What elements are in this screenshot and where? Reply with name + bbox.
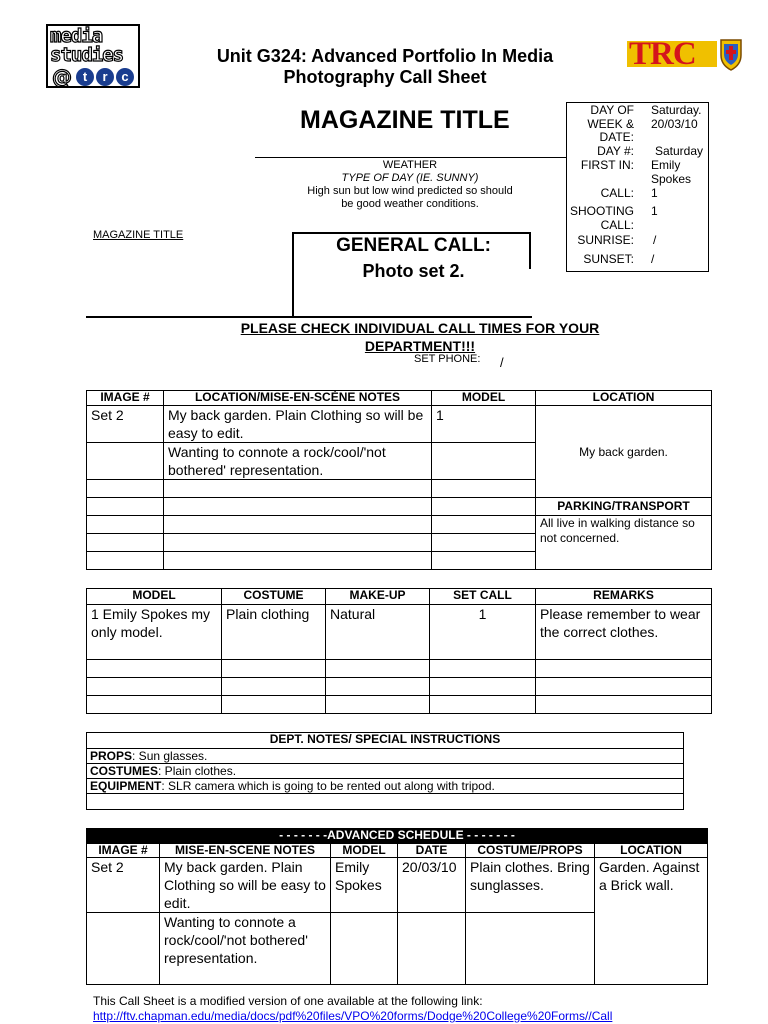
crest-icon: [719, 37, 743, 71]
table-header: COSTUME: [222, 589, 326, 605]
table-cell: [326, 660, 430, 678]
please-check-notice: [190, 319, 650, 355]
table-cell: [432, 516, 536, 534]
first-in-label: FIRST IN:: [580, 158, 634, 172]
table-cell: [326, 696, 430, 714]
model-cell: 1: [432, 406, 536, 443]
weather-block: [290, 159, 530, 211]
notes-cell: My back garden. Plain Clothing so will be easy to edit.: [164, 406, 432, 443]
date-cell: 20/03/10: [398, 858, 466, 913]
table-cell: [432, 534, 536, 552]
shooting-call-value: 1: [651, 204, 658, 218]
table-cell: [164, 498, 432, 516]
table-cell: [430, 696, 536, 714]
table-cell: [87, 498, 164, 516]
day-of-week-value1: Saturday.: [651, 103, 702, 117]
costumes-value: : Plain clothes.: [158, 764, 237, 778]
table-header: IMAGE #: [87, 391, 164, 406]
table-cell: [87, 913, 160, 985]
table-cell: [222, 696, 326, 714]
trc-logo-text: TRC: [629, 36, 696, 72]
day-num-label: DAY #:: [597, 144, 634, 158]
day-of-week-label3: DATE:: [599, 130, 634, 144]
equipment-value: : SLR camera which is going to be rented out along with tripod.: [161, 779, 495, 793]
table-cell: [536, 678, 712, 696]
props-label: PROPS: [90, 749, 133, 763]
weather-divider: [255, 157, 567, 158]
weather-heading: WEATHER: [382, 159, 438, 171]
general-call-title: GENERAL CALL:: [336, 235, 491, 256]
table-cell: [222, 678, 326, 696]
page-title: [160, 46, 610, 88]
costumes-label: COSTUMES: [90, 764, 159, 778]
table-cell: [432, 552, 536, 570]
location-cell: Garden. Against a Brick wall.: [595, 858, 708, 985]
location-notes-table: [86, 390, 712, 570]
magazine-title: MAGAZINE TITLE: [300, 106, 510, 134]
shooting-call-label1: SHOOTING: [569, 204, 634, 218]
table-cell: [536, 660, 712, 678]
first-in-value2: Spokes: [651, 172, 692, 186]
trc-logo: [627, 37, 745, 71]
equipment-row: [87, 779, 684, 794]
day-of-week-label2: WEEK &: [587, 117, 634, 131]
image-cell: Set 2: [87, 858, 160, 913]
title-line2: Photography Call Sheet: [283, 67, 487, 87]
weather-line2: be good weather conditions.: [341, 198, 479, 210]
table-cell: [326, 678, 430, 696]
set-phone-value: /: [500, 355, 504, 370]
logo-letter-c: c: [116, 68, 134, 86]
table-header: COSTUME/PROPS: [466, 844, 595, 858]
table-cell: [87, 678, 222, 696]
table-header: MODEL: [331, 844, 398, 858]
notes-cell: My back garden. Plain Clothing so will be easy to edit.: [160, 858, 331, 913]
general-call-value: Photo set 2.: [362, 261, 465, 281]
table-cell: [87, 660, 222, 678]
title-line1: Unit G324: Advanced Portfolio In Media: [216, 46, 554, 66]
costume-cell: Plain clothing: [222, 605, 326, 660]
location-cell: My back garden.: [536, 406, 712, 498]
day-of-week-value2: 20/03/10: [651, 117, 698, 131]
footer-link[interactable]: http://ftv.chapman.edu/media/docs/pdf%20files/VPO%20forms/Dodge%20College%20Forms//Call: [93, 1009, 613, 1023]
table-cell: [432, 498, 536, 516]
remarks-cell: Please remember to wear the correct clothes.: [536, 605, 712, 660]
sunset-value: /: [651, 252, 655, 266]
logo-line1: media: [50, 25, 103, 47]
parking-header: PARKING/TRANSPORT: [536, 498, 712, 516]
set-call-cell: 1: [430, 605, 536, 660]
costumes-row: [87, 764, 684, 779]
logo-letter-r: r: [96, 68, 114, 86]
logo-line2: studies: [50, 44, 124, 66]
table-header: IMAGE #: [87, 844, 160, 858]
table-cell: [164, 480, 432, 498]
sunrise-label: SUNRISE:: [577, 233, 634, 247]
set-phone-label: SET PHONE:: [414, 353, 481, 365]
table-cell: [536, 696, 712, 714]
image-cell: Set 2: [87, 406, 164, 443]
table-cell: [87, 794, 684, 810]
model-cell: 1 Emily Spokes my only model.: [87, 605, 222, 660]
notes-cell: Wanting to connote a rock/cool/'not bothered' representation.: [160, 913, 331, 985]
table-header: LOCATION: [595, 844, 708, 858]
table-cell: [432, 480, 536, 498]
first-in-value1: Emily: [651, 158, 681, 172]
day-of-week-label1: DAY OF: [590, 103, 634, 117]
logo-at: @: [52, 65, 72, 88]
sunset-label: SUNSET:: [583, 252, 634, 266]
costume-props-cell: Plain clothes. Bring sunglasses.: [466, 858, 595, 913]
table-cell: [466, 913, 595, 985]
footer: [93, 994, 612, 1024]
please-check-line2: DEPARTMENT!!!: [364, 338, 476, 354]
weather-line1: High sun but low wind predicted so should: [307, 185, 513, 197]
weather-type: TYPE OF DAY (IE. SUNNY): [341, 172, 479, 184]
table-cell: [87, 696, 222, 714]
table-header: MODEL: [87, 589, 222, 605]
footer-text: This Call Sheet is a modified version of one available at the following link:: [93, 994, 483, 1008]
table-cell: [430, 678, 536, 696]
sunrise-value: /: [653, 233, 657, 247]
table-cell: [87, 480, 164, 498]
general-call-border: [529, 232, 531, 269]
table-header: DATE: [398, 844, 466, 858]
general-call-underline: [86, 316, 532, 318]
makeup-cell: Natural: [326, 605, 430, 660]
dept-notes-table: [86, 732, 684, 810]
table-header: MISE-EN-SCENE NOTES: [160, 844, 331, 858]
table-header: LOCATION: [536, 391, 712, 406]
table-cell: [331, 913, 398, 985]
equipment-label: EQUIPMENT: [90, 779, 162, 793]
table-cell: [398, 913, 466, 985]
props-value: : Sun glasses.: [132, 749, 208, 763]
magazine-title-small: MAGAZINE TITLE: [93, 229, 184, 241]
please-check-line1: PLEASE CHECK INDIVIDUAL CALL TIMES FOR YOUR: [240, 320, 600, 336]
table-cell: [222, 660, 326, 678]
model-costume-table: [86, 588, 712, 714]
table-cell: [432, 443, 536, 480]
table-cell: [87, 443, 164, 480]
table-cell: [164, 552, 432, 570]
table-cell: [164, 516, 432, 534]
props-row: [87, 749, 684, 764]
logo-letter-t: t: [76, 68, 94, 86]
table-header: MODEL: [432, 391, 536, 406]
table-cell: [164, 534, 432, 552]
table-header: SET CALL: [430, 589, 536, 605]
parking-cell: All live in walking distance so not concerned.: [536, 516, 712, 570]
advanced-schedule-table: [86, 828, 708, 985]
notes-cell: Wanting to connote a rock/cool/'not bothered' representation.: [164, 443, 432, 480]
day-num-value: Saturday: [655, 144, 704, 158]
media-studies-logo: [46, 24, 140, 88]
table-cell: [87, 516, 164, 534]
call-label: CALL:: [600, 186, 634, 200]
table-cell: [87, 552, 164, 570]
schedule-title: - - - - - - -ADVANCED SCHEDULE - - - - - - -: [87, 829, 708, 844]
call-info-box: [566, 102, 709, 272]
table-header: REMARKS: [536, 589, 712, 605]
general-call-box: [292, 232, 531, 318]
call-value: 1: [651, 186, 658, 200]
table-header: MAKE-UP: [326, 589, 430, 605]
table-header: LOCATION/MISE-EN-SCÈNE NOTES: [164, 391, 432, 406]
table-cell: [87, 534, 164, 552]
table-cell: [430, 660, 536, 678]
model-cell: Emily Spokes: [331, 858, 398, 913]
shooting-call-label2: CALL:: [600, 218, 634, 232]
dept-notes-header: DEPT. NOTES/ SPECIAL INSTRUCTIONS: [87, 733, 684, 749]
